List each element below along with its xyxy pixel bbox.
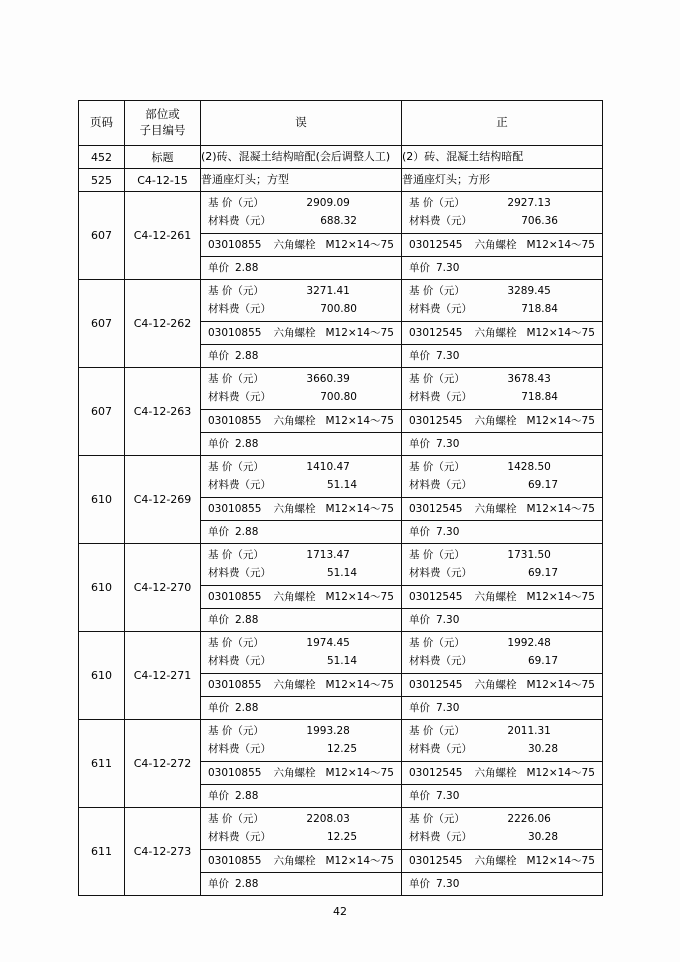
right-unit-price-value: 7.30 [436,350,460,362]
right-item-no: 03012545 [409,239,463,251]
wrong-material-fee-value: 12.25 [326,743,357,755]
wrong-base-price-line [208,634,401,652]
cell-page: 607 [79,280,125,368]
right-material-fee-value: 69.17 [527,567,558,579]
cell-right [402,456,603,544]
wrong-price-block [201,368,401,410]
page-number: 42 [333,905,347,918]
wrong-base-price-label: 基 价（元） [208,285,264,297]
cell-wrong: (2)砖、混凝土结构暗配(会后调整人工) [201,146,402,169]
table-header-row [79,101,603,146]
right-unit-price-value: 7.30 [436,262,460,274]
wrong-material-fee-line [208,828,401,846]
wrong-material-fee-value: 688.32 [320,215,357,227]
right-base-price-label: 基 价（元） [409,637,465,649]
wrong-unit-price-value: 2.88 [235,350,259,362]
right-unit-price-line [402,521,602,543]
right-unit-price-line [402,345,602,367]
wrong-item-name: 六角螺栓 [273,503,316,515]
cell-page: 611 [79,720,125,808]
cell-right [402,544,603,632]
header-right: 正 [402,101,603,146]
right-base-price-value: 1992.48 [507,637,551,649]
right-unit-price-line [402,609,602,631]
wrong-unit-price-value: 2.88 [235,790,259,802]
right-item-name: 六角螺栓 [474,239,517,251]
wrong-item-no: 03010855 [208,591,262,603]
right-unit-price-label: 单价 [409,262,430,274]
wrong-base-price-line [208,194,401,212]
right-base-price-line [409,722,602,740]
wrong-unit-price-line [201,873,401,895]
wrong-item-line [201,410,401,433]
wrong-item-spec: M12×14～75 [325,415,394,427]
right-item-spec: M12×14～75 [526,855,595,867]
table-row [79,280,603,368]
wrong-unit-price-line [201,521,401,543]
cell-wrong [201,456,402,544]
wrong-item-no: 03010855 [208,503,262,515]
wrong-item-no: 03010855 [208,415,262,427]
cell-right [402,368,603,456]
right-price-block [402,632,602,674]
right-material-fee-line [409,212,602,230]
right-material-fee-label: 材料费（元） [409,831,472,843]
right-base-price-label: 基 价（元） [409,197,465,209]
right-base-price-line [409,458,602,476]
right-material-fee-line [409,828,602,846]
right-material-fee-label: 材料费（元） [409,567,472,579]
wrong-base-price-line [208,282,401,300]
table-row [79,146,603,169]
table-row [79,456,603,544]
right-unit-price-line [402,433,602,455]
right-unit-price-value: 7.30 [436,614,460,626]
right-unit-price-label: 单价 [409,438,430,450]
wrong-material-fee-label: 材料费（元） [208,743,271,755]
wrong-material-fee-label: 材料费（元） [208,391,271,403]
right-item-line [402,762,602,785]
right-unit-price-value: 7.30 [436,790,460,802]
wrong-price-block [201,280,401,322]
right-material-fee-value: 30.28 [527,831,558,843]
right-material-fee-label: 材料费（元） [409,391,472,403]
right-price-block [402,456,602,498]
wrong-base-price-line [208,546,401,564]
cell-page: 610 [79,632,125,720]
wrong-unit-price-label: 单价 [208,262,229,274]
cell-page: 607 [79,368,125,456]
right-base-price-line [409,282,602,300]
cell-page: 610 [79,544,125,632]
cell-code: C4-12-270 [125,544,201,632]
wrong-unit-price-label: 单价 [208,614,229,626]
wrong-item-name: 六角螺栓 [273,415,316,427]
right-unit-price-line [402,785,602,807]
wrong-unit-price-line [201,345,401,367]
right-price-block [402,368,602,410]
wrong-base-price-label: 基 价（元） [208,461,264,473]
cell-code: C4-12-273 [125,808,201,896]
wrong-unit-price-value: 2.88 [235,262,259,274]
cell-page: 611 [79,808,125,896]
cell-right: 普通座灯头；方形 [402,169,603,192]
wrong-item-name: 六角螺栓 [273,327,316,339]
header-code-line2: 子目编号 [139,123,186,137]
wrong-base-price-line [208,370,401,388]
right-item-spec: M12×14～75 [526,503,595,515]
wrong-base-price-value: 1974.45 [306,637,350,649]
wrong-base-price-value: 3271.41 [306,285,350,297]
wrong-item-spec: M12×14～75 [325,239,394,251]
right-price-block [402,192,602,234]
wrong-unit-price-line [201,257,401,279]
wrong-price-block [201,720,401,762]
wrong-base-price-value: 1993.28 [306,725,350,737]
right-unit-price-label: 单价 [409,702,430,714]
right-material-fee-label: 材料费（元） [409,743,472,755]
right-base-price-value: 1428.50 [507,461,551,473]
right-material-fee-value: 706.36 [521,215,558,227]
right-material-fee-label: 材料费（元） [409,655,472,667]
right-base-price-label: 基 价（元） [409,285,465,297]
right-material-fee-label: 材料费（元） [409,215,472,227]
right-material-fee-line [409,740,602,758]
right-item-spec: M12×14～75 [526,767,595,779]
right-item-line [402,410,602,433]
cell-code: 标题 [125,146,201,169]
cell-wrong: 普通座灯头；方型 [201,169,402,192]
wrong-base-price-label: 基 价（元） [208,813,264,825]
right-material-fee-value: 718.84 [521,391,558,403]
right-unit-price-label: 单价 [409,614,430,626]
right-price-block [402,280,602,322]
wrong-unit-price-label: 单价 [208,438,229,450]
right-material-fee-line [409,564,602,582]
wrong-base-price-line [208,458,401,476]
wrong-base-price-label: 基 价（元） [208,373,264,385]
wrong-material-fee-label: 材料费（元） [208,479,271,491]
right-material-fee-line [409,652,602,670]
right-item-name: 六角螺栓 [474,327,517,339]
wrong-unit-price-label: 单价 [208,702,229,714]
wrong-item-no: 03010855 [208,239,262,251]
right-unit-price-line [402,697,602,719]
cell-page: 452 [79,146,125,169]
wrong-unit-price-line [201,785,401,807]
wrong-unit-price-line [201,609,401,631]
right-base-price-label: 基 价（元） [409,813,465,825]
cell-wrong [201,544,402,632]
wrong-unit-price-line [201,697,401,719]
table-row [79,368,603,456]
right-unit-price-label: 单价 [409,350,430,362]
right-base-price-value: 1731.50 [507,549,551,561]
right-unit-price-line [402,873,602,895]
header-page: 页码 [79,101,125,146]
wrong-price-block [201,192,401,234]
right-base-price-value: 2011.31 [507,725,551,737]
right-item-no: 03012545 [409,767,463,779]
right-material-fee-line [409,300,602,318]
errata-table-container [78,100,602,896]
wrong-material-fee-label: 材料费（元） [208,831,271,843]
wrong-item-spec: M12×14～75 [325,503,394,515]
wrong-base-price-value: 2909.09 [306,197,350,209]
right-item-no: 03012545 [409,503,463,515]
wrong-item-line [201,850,401,873]
right-unit-price-line [402,257,602,279]
wrong-material-fee-line [208,476,401,494]
wrong-item-name: 六角螺栓 [273,591,316,603]
right-unit-price-label: 单价 [409,526,430,538]
wrong-material-fee-line [208,300,401,318]
wrong-unit-price-label: 单价 [208,790,229,802]
cell-wrong [201,632,402,720]
right-item-name: 六角螺栓 [474,591,517,603]
right-unit-price-label: 单价 [409,878,430,890]
cell-wrong [201,368,402,456]
wrong-item-line [201,498,401,521]
right-item-line [402,322,602,345]
wrong-price-block [201,632,401,674]
right-item-spec: M12×14～75 [526,679,595,691]
cell-right [402,808,603,896]
right-price-block [402,544,602,586]
wrong-base-price-label: 基 价（元） [208,637,264,649]
wrong-material-fee-label: 材料费（元） [208,655,271,667]
cell-code: C4-12-262 [125,280,201,368]
wrong-material-fee-line [208,212,401,230]
errata-table [78,100,603,896]
wrong-material-fee-value: 700.80 [320,391,357,403]
wrong-base-price-label: 基 价（元） [208,725,264,737]
wrong-material-fee-line [208,388,401,406]
right-base-price-line [409,634,602,652]
cell-wrong [201,720,402,808]
wrong-item-name: 六角螺栓 [273,855,316,867]
right-item-line [402,234,602,257]
wrong-base-price-line [208,810,401,828]
cell-right [402,720,603,808]
wrong-material-fee-label: 材料费（元） [208,215,271,227]
right-base-price-label: 基 价（元） [409,549,465,561]
cell-right: (2）砖、混凝土结构暗配 [402,146,603,169]
wrong-price-block [201,544,401,586]
right-item-name: 六角螺栓 [474,679,517,691]
right-base-price-line [409,370,602,388]
right-item-no: 03012545 [409,327,463,339]
wrong-unit-price-line [201,433,401,455]
wrong-item-no: 03010855 [208,679,262,691]
right-base-price-line [409,194,602,212]
right-item-line [402,498,602,521]
table-row [79,808,603,896]
wrong-item-line [201,762,401,785]
cell-code: C4-12-272 [125,720,201,808]
wrong-unit-price-value: 2.88 [235,526,259,538]
cell-right [402,192,603,280]
wrong-material-fee-value: 12.25 [326,831,357,843]
cell-page: 525 [79,169,125,192]
right-item-spec: M12×14～75 [526,239,595,251]
wrong-base-price-value: 2208.03 [306,813,350,825]
cell-right [402,632,603,720]
right-base-price-value: 3289.45 [507,285,551,297]
cell-code: C4-12-15 [125,169,201,192]
cell-code: C4-12-269 [125,456,201,544]
table-row [79,169,603,192]
cell-code: C4-12-271 [125,632,201,720]
right-item-line [402,674,602,697]
right-item-no: 03012545 [409,591,463,603]
wrong-unit-price-value: 2.88 [235,878,259,890]
table-row [79,720,603,808]
wrong-item-spec: M12×14～75 [325,855,394,867]
wrong-item-line [201,234,401,257]
wrong-material-fee-value: 51.14 [326,655,357,667]
wrong-price-block [201,456,401,498]
right-unit-price-value: 7.30 [436,878,460,890]
right-material-fee-line [409,388,602,406]
cell-page: 610 [79,456,125,544]
wrong-base-price-value: 1713.47 [306,549,350,561]
right-material-fee-label: 材料费（元） [409,303,472,315]
wrong-material-fee-label: 材料费（元） [208,303,271,315]
wrong-item-name: 六角螺栓 [273,679,316,691]
header-code-line1: 部位或 [145,107,180,122]
wrong-item-spec: M12×14～75 [325,327,394,339]
right-item-name: 六角螺栓 [474,767,517,779]
header-wrong: 误 [201,101,402,146]
wrong-base-price-value: 3660.39 [306,373,350,385]
wrong-material-fee-value: 51.14 [326,479,357,491]
right-material-fee-value: 718.84 [521,303,558,315]
wrong-item-line [201,586,401,609]
cell-code: C4-12-263 [125,368,201,456]
right-material-fee-value: 30.28 [527,743,558,755]
wrong-unit-price-value: 2.88 [235,702,259,714]
right-item-line [402,850,602,873]
right-base-price-label: 基 价（元） [409,373,465,385]
cell-right [402,280,603,368]
right-price-block [402,720,602,762]
right-material-fee-value: 69.17 [527,479,558,491]
right-item-no: 03012545 [409,855,463,867]
wrong-price-block [201,808,401,850]
wrong-material-fee-line [208,564,401,582]
table-row [79,632,603,720]
right-item-no: 03012545 [409,415,463,427]
wrong-base-price-line [208,722,401,740]
right-item-name: 六角螺栓 [474,415,517,427]
wrong-item-no: 03010855 [208,855,262,867]
wrong-base-price-label: 基 价（元） [208,549,264,561]
cell-page: 607 [79,192,125,280]
wrong-unit-price-label: 单价 [208,350,229,362]
wrong-item-no: 03010855 [208,327,262,339]
right-base-price-label: 基 价（元） [409,461,465,473]
right-base-price-line [409,546,602,564]
right-base-price-value: 2226.06 [507,813,551,825]
right-item-spec: M12×14～75 [526,327,595,339]
cell-wrong [201,808,402,896]
wrong-material-fee-label: 材料费（元） [208,567,271,579]
right-material-fee-line [409,476,602,494]
wrong-item-line [201,674,401,697]
right-base-price-value: 3678.43 [507,373,551,385]
right-material-fee-label: 材料费（元） [409,479,472,491]
right-base-price-label: 基 价（元） [409,725,465,737]
wrong-item-spec: M12×14～75 [325,767,394,779]
right-item-line [402,586,602,609]
wrong-item-name: 六角螺栓 [273,767,316,779]
wrong-unit-price-value: 2.88 [235,438,259,450]
wrong-item-spec: M12×14～75 [325,591,394,603]
right-base-price-value: 2927.13 [507,197,551,209]
right-item-spec: M12×14～75 [526,415,595,427]
right-unit-price-value: 7.30 [436,526,460,538]
table-row [79,544,603,632]
right-material-fee-value: 69.17 [527,655,558,667]
wrong-item-line [201,322,401,345]
wrong-base-price-label: 基 价（元） [208,197,264,209]
wrong-material-fee-line [208,740,401,758]
right-item-no: 03012545 [409,679,463,691]
right-unit-price-value: 7.30 [436,702,460,714]
wrong-unit-price-label: 单价 [208,878,229,890]
cell-wrong [201,192,402,280]
right-unit-price-value: 7.30 [436,438,460,450]
wrong-material-fee-value: 51.14 [326,567,357,579]
wrong-item-no: 03010855 [208,767,262,779]
wrong-unit-price-value: 2.88 [235,614,259,626]
right-price-block [402,808,602,850]
wrong-material-fee-value: 700.80 [320,303,357,315]
wrong-material-fee-line [208,652,401,670]
right-item-name: 六角螺栓 [474,855,517,867]
header-code [125,101,201,146]
wrong-item-spec: M12×14～75 [325,679,394,691]
wrong-item-name: 六角螺栓 [273,239,316,251]
wrong-unit-price-label: 单价 [208,526,229,538]
right-item-name: 六角螺栓 [474,503,517,515]
wrong-base-price-value: 1410.47 [306,461,350,473]
cell-wrong [201,280,402,368]
table-row [79,192,603,280]
right-base-price-line [409,810,602,828]
cell-code: C4-12-261 [125,192,201,280]
right-unit-price-label: 单价 [409,790,430,802]
right-item-spec: M12×14～75 [526,591,595,603]
